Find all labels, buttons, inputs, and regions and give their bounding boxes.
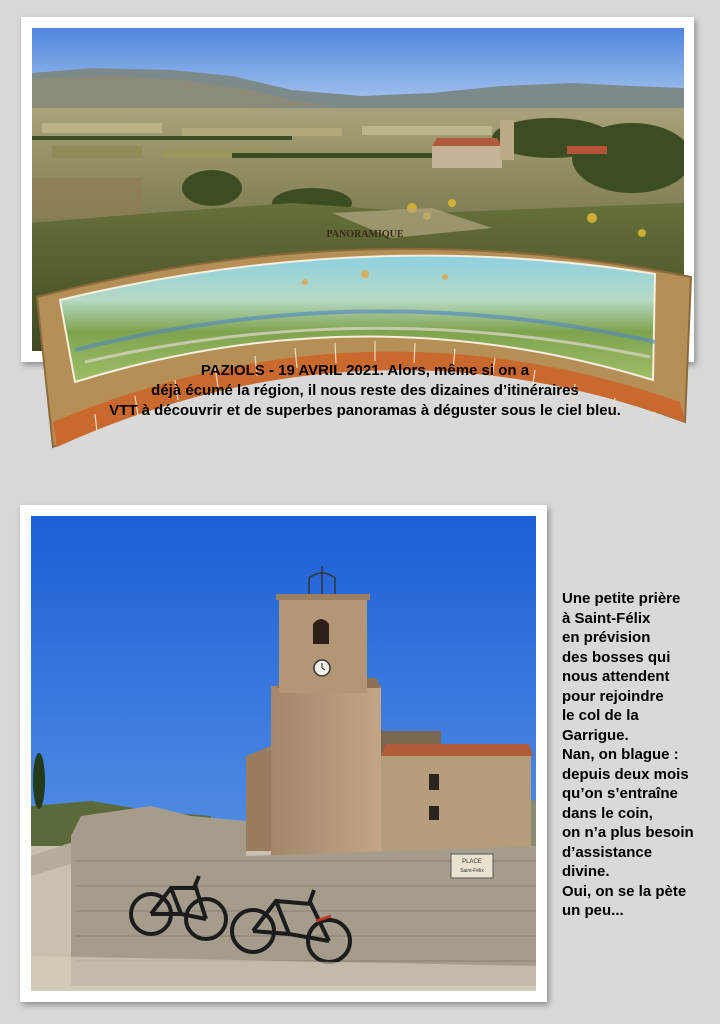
caption-side-line: pour rejoindre: [562, 687, 664, 705]
place-sign: [451, 854, 493, 878]
caption-side-line: des bosses qui: [562, 648, 671, 666]
caption-side-line: dans le coin,: [562, 804, 653, 822]
church-photo: [31, 516, 536, 991]
church-photo-frame: [20, 505, 547, 1002]
caption-side-line: nous attendent: [562, 668, 670, 685]
caption-side-line: Nan, on blague :: [562, 746, 679, 763]
place-sign-line1: PLACE: [462, 859, 482, 865]
caption-side-line: qu’on s’entraîne: [562, 785, 678, 802]
caption-side-line: divine.: [562, 863, 610, 880]
caption-side-line: depuis deux mois: [562, 765, 689, 783]
caption-top-line: PAZIOLS - 19 AVRIL 2021. Alors, même si on a: [200, 362, 530, 379]
caption-side-line: d’assistance: [562, 843, 653, 861]
caption-side: [562, 589, 712, 921]
caption-side-line: en prévision: [562, 629, 651, 646]
caption-side-line: un peu...: [562, 902, 624, 919]
panorama-sign-title: PANORAMIQUE: [326, 229, 404, 240]
caption-top: [95, 361, 635, 421]
caption-side-line: Garrigue.: [562, 726, 629, 744]
caption-side-line: on n’a plus besoin: [562, 824, 694, 841]
caption-top-line: VTT à découvrir et de superbes panoramas à déguster sous le ciel bleu.: [109, 402, 621, 419]
place-sign-line2: Saint-Félix: [460, 868, 484, 874]
caption-top-line: déjà écumé la région, il nous reste des dizaines d’itinéraires: [151, 382, 579, 399]
caption-side-line: Oui, on se la pète: [562, 882, 687, 900]
caption-side-line: Une petite prière: [562, 590, 681, 607]
caption-side-line: à Saint-Félix: [562, 609, 651, 627]
caption-side-line: le col de la: [562, 707, 639, 724]
